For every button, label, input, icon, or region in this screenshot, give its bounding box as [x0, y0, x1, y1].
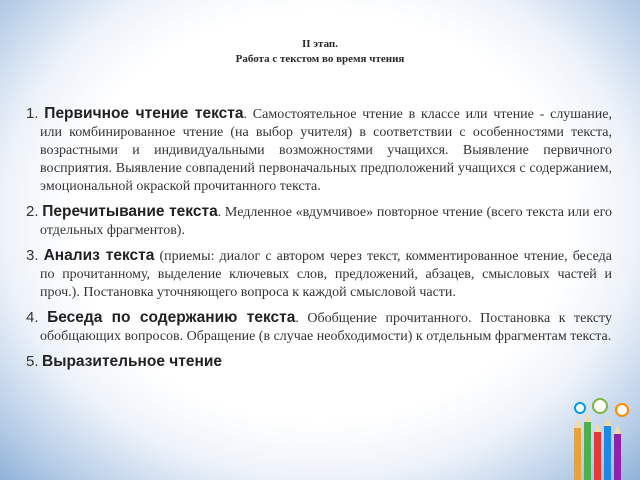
item-title: Первичное чтение текста	[44, 105, 244, 122]
badge-icon	[593, 399, 607, 413]
item-number: 5.	[26, 353, 39, 370]
pencil-icon	[574, 418, 581, 480]
stage-title: II этап.	[301, 38, 339, 50]
pencil-icon	[614, 424, 621, 480]
item-text: . Обобщение прочитанного. Постановка к тексту обобщающих вопросов. Обращение (в случае необходимости) к отдельным фрагментам текста.	[40, 311, 612, 344]
pencil-icon	[604, 416, 611, 480]
list-item	[26, 247, 612, 302]
item-text: (приемы: диалог с автором через текст, комментированное чтение, беседа по прочитанному, выделение ключевых слов, предложений, абзацев, смысловых частей и проч.). Постановка уточняющего вопроса к каждой смысловой части.	[40, 249, 612, 300]
list-item	[26, 203, 612, 240]
item-title: Перечитывание текста	[42, 203, 218, 220]
slide-header	[0, 37, 640, 67]
stage-steps-list	[26, 105, 612, 379]
item-title: Анализ текста	[43, 247, 155, 264]
list-item	[26, 353, 612, 372]
stage-subtitle: Работа с текстом во время чтения	[235, 53, 405, 65]
list-item	[26, 105, 612, 196]
item-text: . Медленное «вдумчивое» повторное чтение (всего текста или его отдельных фрагментов).	[40, 205, 612, 238]
item-title: Выразительное чтение	[42, 353, 223, 370]
pencil-icon	[594, 422, 601, 480]
pencil-icon	[584, 412, 591, 480]
item-title: Беседа по содержанию текста	[47, 309, 296, 326]
item-number: 1.	[26, 105, 39, 122]
list-item	[26, 309, 612, 346]
pencils-illustration	[560, 388, 640, 480]
badge-icon	[575, 403, 585, 413]
badge-icon	[616, 404, 628, 416]
item-text: . Самостоятельное чтение в классе или чтение - слушание, или комбинированное чтение (на выбор учителя) в соответствии с особенностями текста, возрастными и индивидуальными возможностями учащихся. Выявление первичного восприятия. Выявление совпадений первоначальных предположений учащихся с содержанием, эмоциональной окраской прочитанного текста.	[40, 107, 613, 194]
item-number: 3.	[26, 247, 39, 264]
item-number: 4.	[26, 309, 39, 326]
item-number: 2.	[26, 203, 39, 220]
